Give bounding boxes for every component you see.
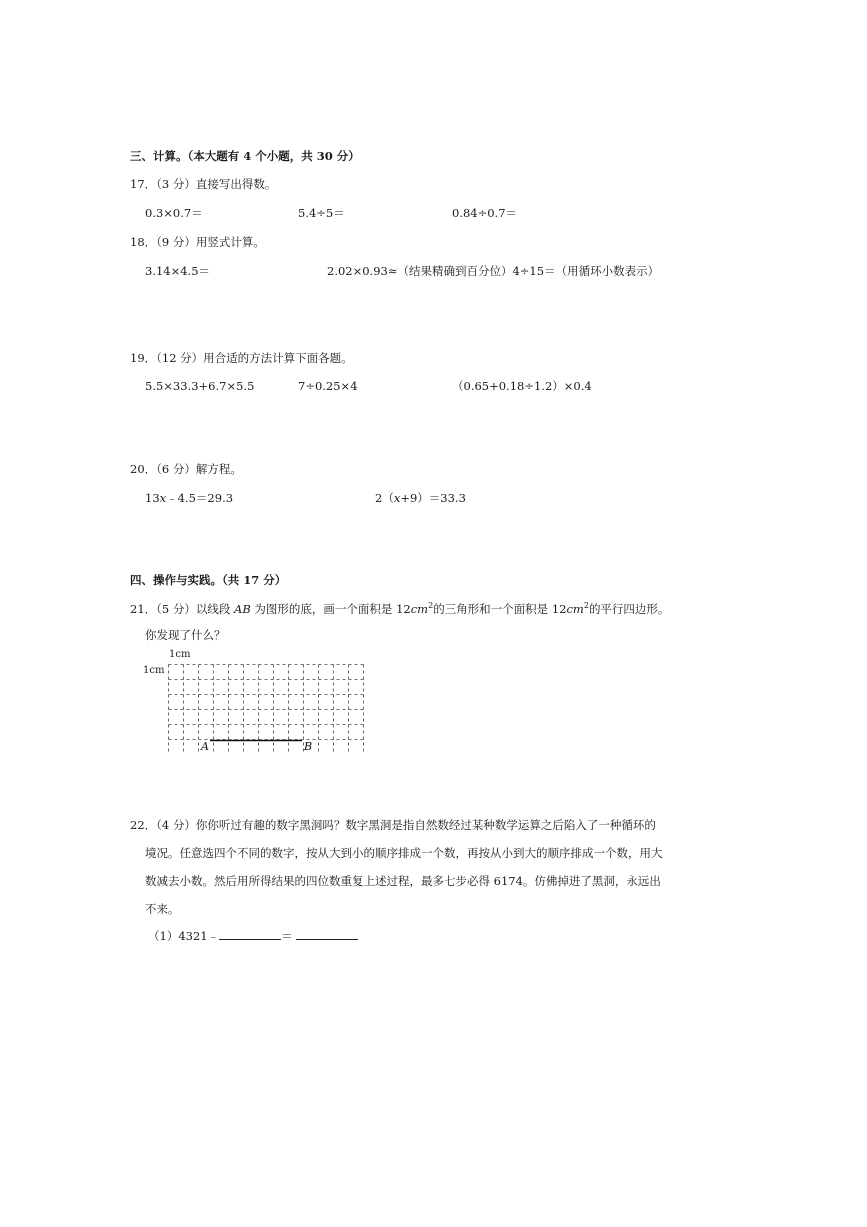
question-22-sub-1: （1）4321﹣ ＝: [148, 929, 358, 943]
section-four-title: 四、操作与实践。（共 17 分）: [130, 573, 287, 587]
square-grid[interactable]: [168, 664, 364, 754]
q17-item-1: 0.3×0.7＝: [145, 206, 203, 220]
question-18-label: 18．（9 分）用竖式计算。: [130, 235, 265, 249]
question-20-label: 20．（6 分）解方程。: [130, 462, 242, 476]
point-a-label: A: [201, 740, 209, 753]
answer-blank-1[interactable]: [219, 929, 281, 940]
question-22-line-4: 不来。: [145, 902, 180, 916]
grid-label-left: 1cm: [143, 665, 165, 676]
question-22-line-2: 境况。任意选四个不同的数字，按从大到小的顺序排成一个数，再按从小到大的顺序排成一个数，用大: [145, 846, 663, 860]
q20-equation-2: 2（x+9）＝33.3: [375, 491, 466, 505]
point-b-label: B: [304, 740, 313, 753]
q18-item-2: 2.02×0.93≈（结果精确到百分位）4÷15＝（用循环小数表示）: [327, 264, 660, 278]
question-22-line-3: 数减去小数。然后用所得结果的四位数重复上述过程，最多七步必得 6174。仿佛掉进了黑洞，永远出: [145, 874, 661, 888]
q19-item-2: 7÷0.25×4: [298, 379, 358, 393]
q17-item-3: 0.84÷0.7＝: [452, 206, 518, 220]
question-17-label: 17．（3 分）直接写出得数。: [130, 177, 277, 191]
q19-item-3: （0.65+0.18÷1.2）×0.4: [452, 379, 592, 393]
question-21-text: 21．（5 分）以线段 AB 为图形的底，画一个面积是 $12cm^2$的三角形和一个面积是 $12cm^2$的平行四边形。: [130, 601, 670, 616]
section-three-title: 三、计算。（本大题有 4 个小题，共 30 分）: [130, 149, 360, 163]
grid-label-top: 1cm: [169, 649, 191, 660]
grid-svg: [168, 664, 364, 754]
q19-item-1: 5.5×33.3+6.7×5.5: [145, 379, 255, 393]
question-19-label: 19．（12 分）用合适的方法计算下面各题。: [130, 351, 353, 365]
question-21-line-2: 你发现了什么？: [145, 628, 226, 642]
q18-item-1: 3.14×4.5＝: [145, 264, 211, 278]
q20-equation-1: 13x﹣4.5＝29.3: [145, 491, 234, 505]
answer-blank-2[interactable]: [296, 929, 358, 940]
q17-item-2: 5.4÷5＝: [298, 206, 345, 220]
question-22-line-1: 22．（4 分）你你听过有趣的数字黑洞吗？数字黑洞是指自然数经过某种数学运算之后陷入了一种循环的: [130, 818, 656, 832]
